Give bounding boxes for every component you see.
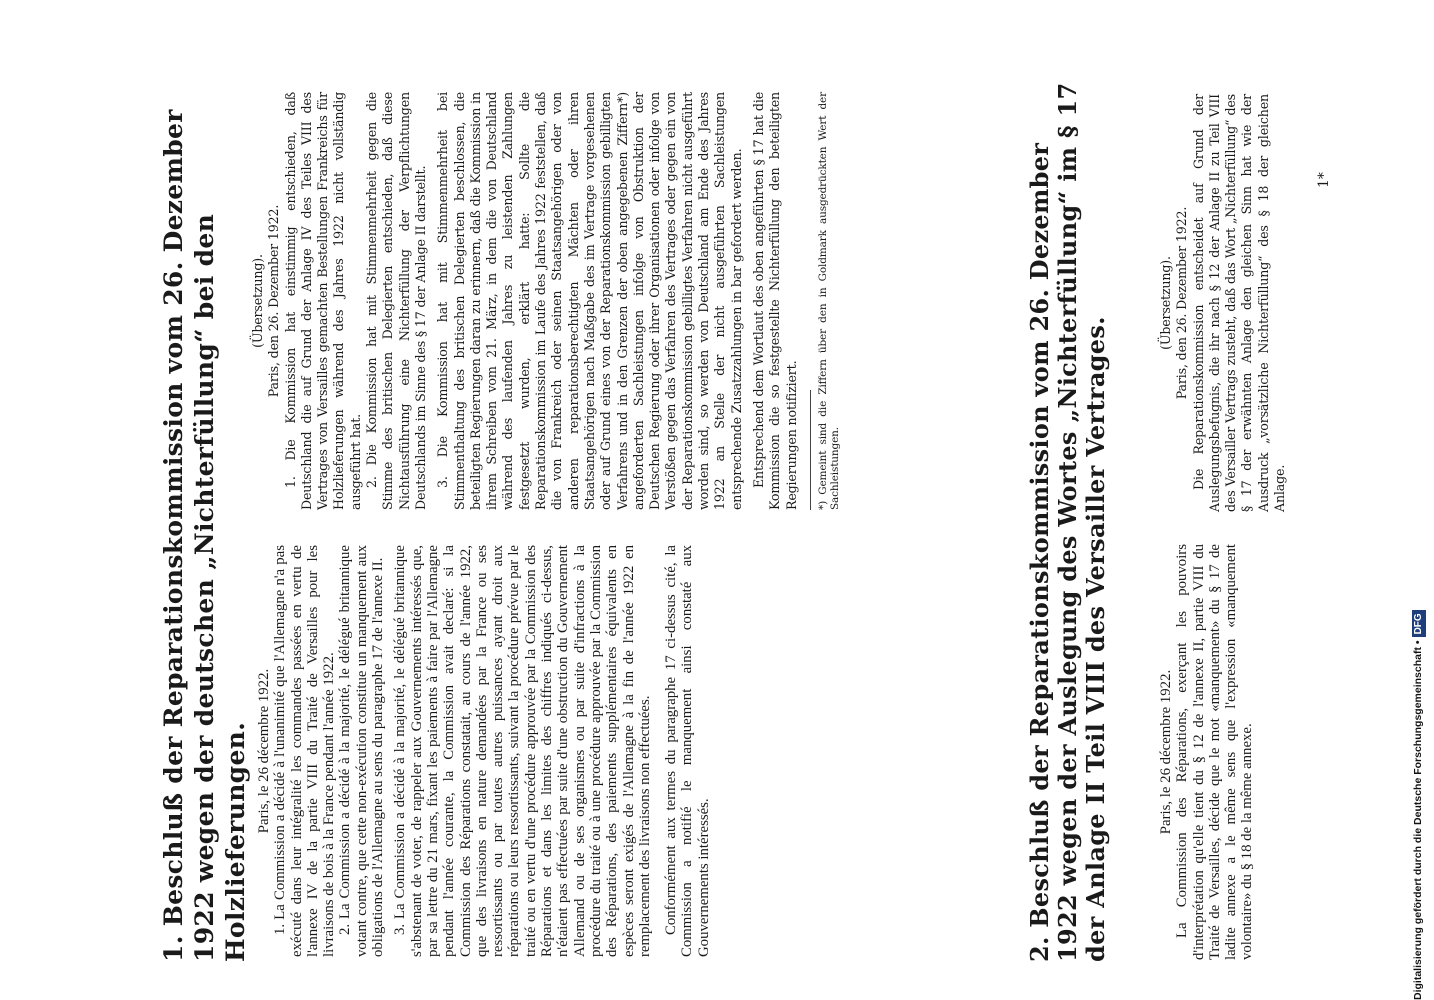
section1-german-paragraph: Entsprechend dem Wortlaut des oben angeführten § 17 hat die Kommission die so festgestellte Nichterfüllung den beteiligten Regierungen notifiziert. [750,92,799,510]
section2-french-column [1158,544,1256,960]
page-signature: 1* [1316,172,1332,188]
section1-german-heading: (Übersetzung). [250,254,265,348]
section1-french-paragraph: 1. La Commission a décidé à l'unanimité que l'Allemagne n'a pas exécuté dans leur intégralité les commandes passées en vertu de l'annexe IV de la partie VIII du Traité de Versailles pour les livraisons de bois à la France pendant l'année 1922. [272,545,338,957]
section1-french-paragraph: Conformément aux termes du paragraphe 17 ci-dessus cité, la Commission a notifié le manquement ainsi constaté aux Gouvernements intéressés. [663,545,712,957]
section1-title: 1. Beschluß der Reparationskommission vom 26. Dezember 1922 wegen der deutschen „Nichterfüllung“ bei den Holzlieferungen. [159,109,250,962]
section1-french-paragraph: 2. La Commission a décidé à la majorité, le délégué britannique votant contre, que cette non-exécution constitue un manquement aux obligations de l'Allemagne au sens du paragraphe 17 de l'annexe II. [337,545,387,957]
section1-french-dateline: Paris, le 26 décembre 1922. [256,668,272,834]
rotated-page [158,82,1338,962]
section1-german-paragraph: 3. Die Kommission hat mit Stimmenmehrheit bei Stimmenthaltung des britischen Delegierten beschlossen, die beteiligten Regierungen daran zu erinnern, daß die Kommission in ihrem Schreiben vom 21. März, in dem die von Deutschland während des laufenden Jahres zu leistenden Zahlungen festgesetzt wurden, erklärt hatte: Sollte die Reparationskommission im Laufe des Jahres 1922 feststellen, daß die von Frankreich oder seinen Staatsangehörigen oder von anderen reparationsberechtigten Mächten oder ihren Staatsangehörigen nach Maßgabe des im Vertrage vorgesehenen oder auf Grund eines von der Reparationskommission gebilligten Verfahrens und in den Grenzen der oben angegebenen Ziffern*) angeforderten Sachleistungen infolge von Obstruktion der Deutschen Regierung oder ihrer Organisationen oder infolge von Verstößen gegen das Verfahren des Vertrages oder gegen ein von der Reparationskommission gebilligtes Verfahren nicht ausgeführt worden sind, so werden von Deutschland am Ende des Jahres 1922 an Stelle der nicht ausgeführten Sachleistungen entsprechende Zusatzzahlungen in bar gefordert werden. [435,92,744,510]
section1-french-column [256,545,712,957]
section1-footnote [810,92,842,510]
side-credit-text: Digitalisierung gefördert durch die Deutsche Forschungsgemeinschaft • [1412,640,1424,1000]
section2-german-column [1158,94,1288,512]
dfg-logo: DFG [1412,610,1426,637]
section1-german-paragraph: 1. Die Kommission hat einstimmig entschieden, daß Deutschland die auf Grund der Anlage IV des Teiles VIII des Vertrages von Versailles gemachten Bestellungen Frankreichs für Holzlieferungen während des Jahres 1922 nicht vollständig ausgeführt hat. [282,92,363,510]
section1-german-column [250,92,842,510]
section1-german-paragraph: 2. Die Kommission hat mit Stimmenmehrheit gegen die Stimme des britischen Delegierten entschieden, daß diese Nichtausführung eine Nichterfüllung der Verpflichtungen Deutschlands im Sinne des § 17 der Anlage II darstellt. [364,92,428,510]
section1-french-paragraph: 3. La Commission a décidé à la majorité, le délégué britannique s'abstenant de voter, de rappeler aux Gouvernements intéressés que, par sa lettre du 21 mars, fixant les paiements à faire par l'Allemagne pendant l'année courante, la Commission avait declaré: si la Commission des Réparations constatait, au cours de l'année 1922, que des livraisons en nature demandées par la France ou ses ressortissants ou par toutes autres puissances ayant droit aux réparations ou leurs ressortissants, suivant la procédure prévue par le traité ou en vertu d'une procédure approuvée par la Commission des Réparations et dans les limites des chiffres indiqués ci-dessus, n'étaient pas effectuées par suite d'une obstruction du Gouvernement Allemand ou de ses organismes ou par suite d'infractions à la procédure du traité ou à une procédure approuvée par la Commission des Réparations, des paiements supplémentaires équivalents en espèces seront exigés de l'Allemagne à la fin de l'année 1922 en remplacement des livraisons non effectuées. [392,545,653,957]
section2-title: 2. Beschluß der Reparationskommission vom 26. Dezember 1922 wegen der Auslegung des Wortes „Nichterfüllung“ im § 17 der Anlage II Teil VIII des Versailler Vertrages. [1025,82,1110,962]
section2-french-paragraph: La Commission des Réparations, exerçant les pouvoirs d'interprétation qu'elle tient du § 12 de l'annexe II, partie VIII du Traité de Versailles, décide que le mot «manquement» du § 17 de ladite annexe a le même sens que l'expression «manquement volontaire» du § 18 de la même annexe. [1174,544,1256,960]
section2-german-heading: (Übersetzung). [1158,256,1173,350]
section2-french-dateline: Paris, le 26 décembre 1922. [1158,669,1174,835]
footnote-text: *) Gemeint sind die Ziffern über den in Goldmark ausgedrückten Wert der Sachleistungen. [816,92,842,510]
section2-german-paragraph: Die Reparationskommission entscheidet auf Grund der Auslegungsbefugnis, die ihr nach § 12 der Anlage II zu Teil VIII des Versailler Vertrags zusteht, daß das Wort „Nichterfüllung“ des § 17 der erwähnten Anlage den gleichen Sinn hat wie der Ausdruck „vorsätzliche Nichterfüllung“ des § 18 der gleichen Anlage. [1190,94,1288,512]
section1-german-dateline: Paris, den 26. Dezember 1922. [266,204,282,398]
section2-german-dateline: Paris, den 26. Dezember 1922. [1174,206,1190,400]
